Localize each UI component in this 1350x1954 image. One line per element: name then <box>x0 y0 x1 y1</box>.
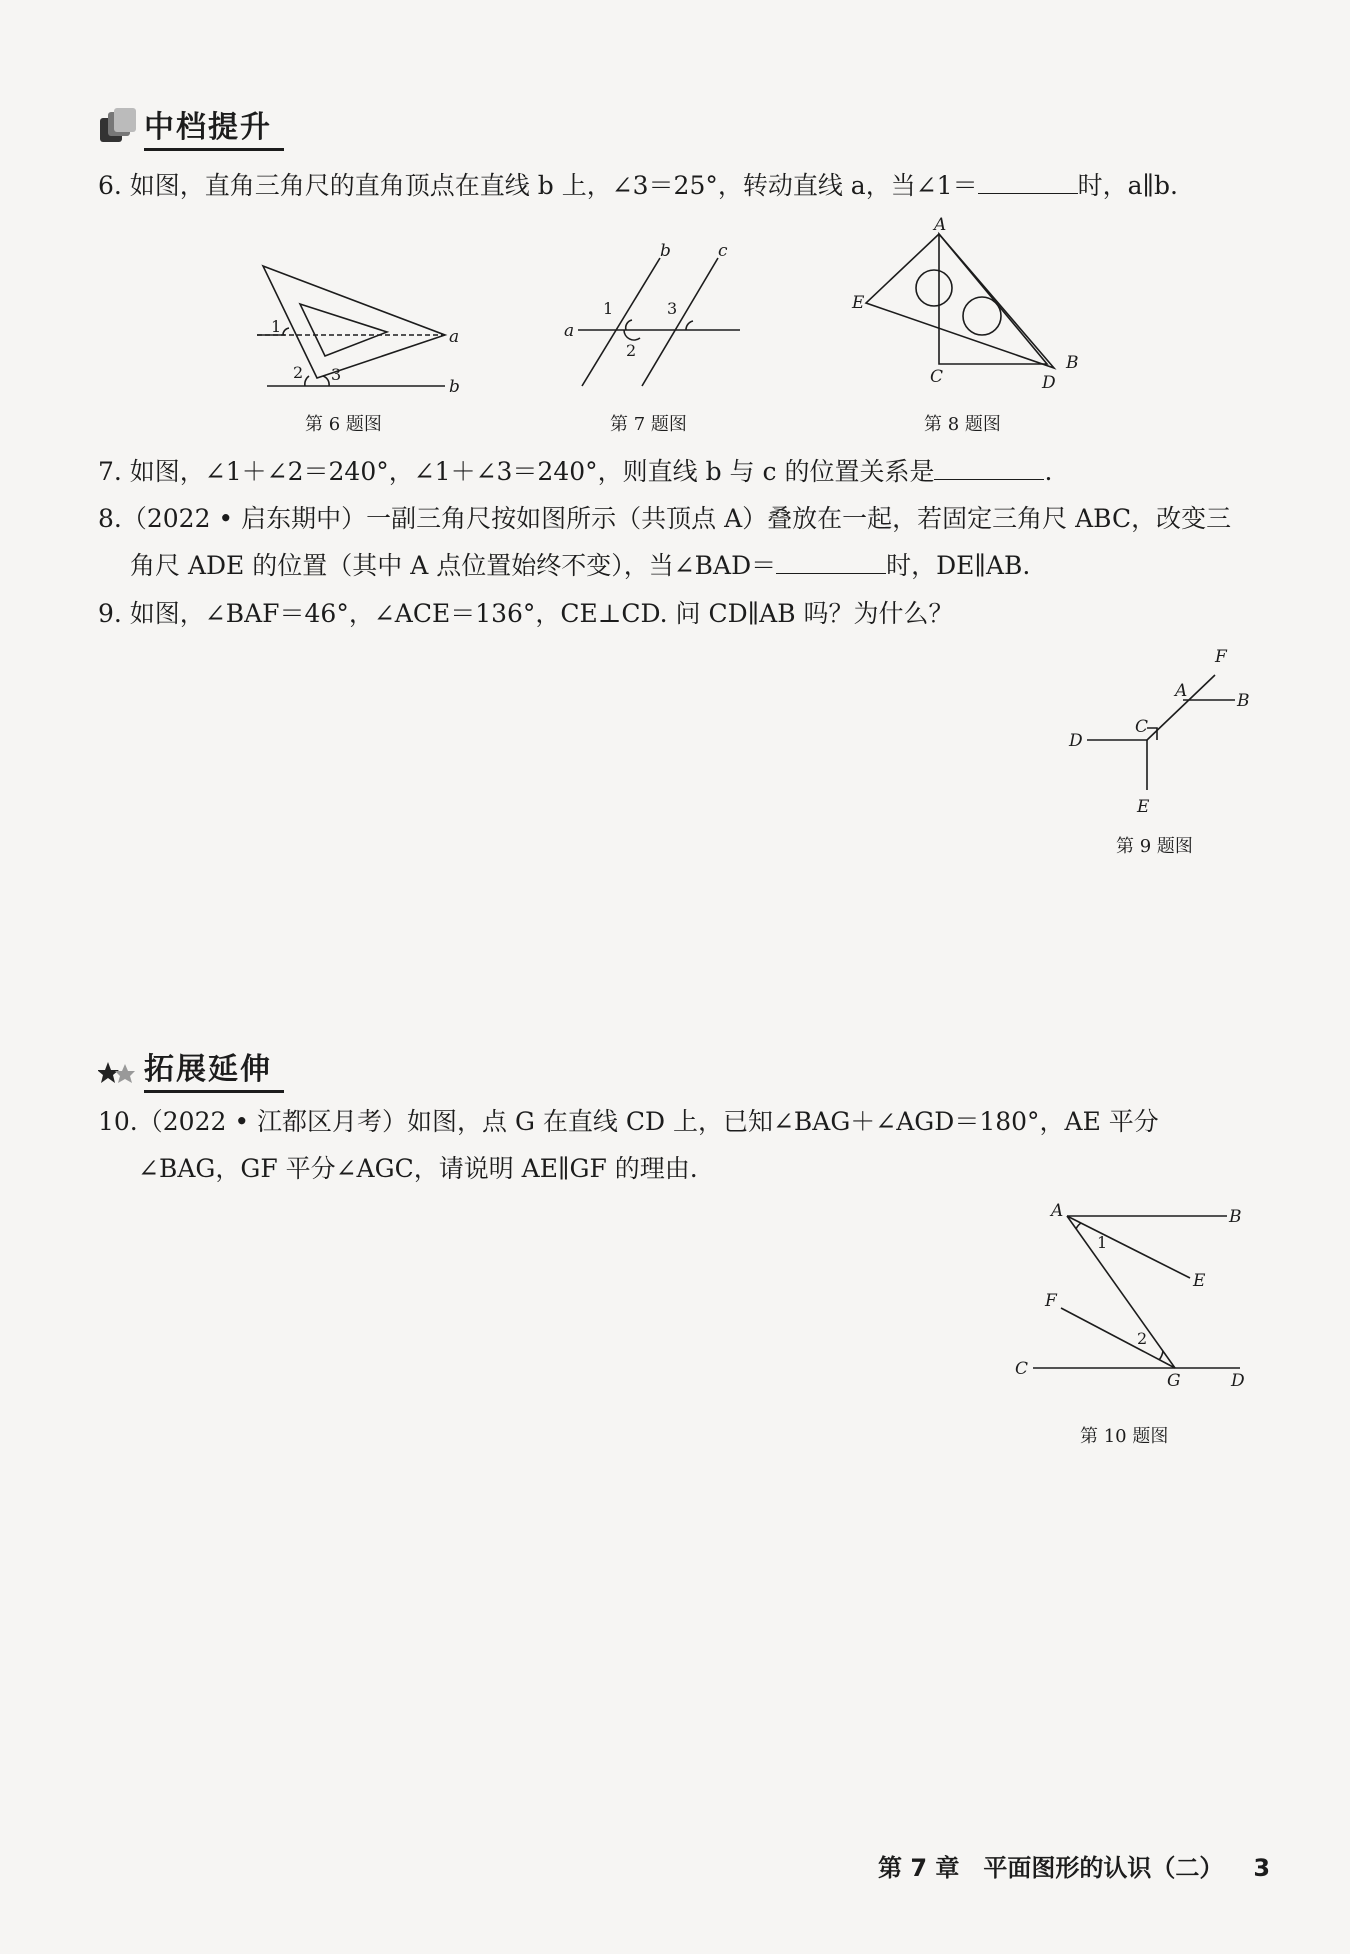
point-b-label: B <box>1066 353 1079 373</box>
line-c-label: c <box>718 241 728 261</box>
answer-blank[interactable] <box>934 457 1044 480</box>
section-title: 拓展延伸 <box>144 1044 284 1093</box>
page-number: 3 <box>1253 1854 1271 1882</box>
segment-ag <box>1067 1216 1175 1368</box>
figure-6 <box>255 250 465 400</box>
line-b-label: b <box>660 241 671 261</box>
line-b <box>582 258 660 386</box>
question-text-tail: . <box>1044 457 1053 486</box>
angle-3-label: 3 <box>667 299 678 318</box>
star-badge-icon <box>98 1048 138 1088</box>
ray-ae <box>1067 1216 1190 1278</box>
page-footer <box>878 1848 1294 1883</box>
question-text-tail: 时，a∥b. <box>1077 171 1178 200</box>
angle-1-label: 1 <box>1097 1233 1108 1252</box>
angle-2-label: 2 <box>293 363 304 382</box>
ray-gf <box>1061 1308 1175 1368</box>
footer-chapter: 第 7 章 <box>878 1854 960 1882</box>
line-a-label: a <box>564 321 575 341</box>
question-10 <box>98 1098 1258 1192</box>
point-a-label: A <box>1175 681 1188 701</box>
question-9 <box>98 590 1258 637</box>
question-text: 9. 如图，∠BAF＝46°，∠ACE＝136°，CE⊥CD. 问 CD∥AB 吗？为什么？ <box>98 599 954 628</box>
point-d-label: D <box>1231 1371 1245 1391</box>
triangle-ade <box>866 234 1054 368</box>
point-a-label: A <box>934 216 947 235</box>
question-6 <box>98 162 1258 209</box>
point-c-label: C <box>1015 1359 1029 1379</box>
question-text-line2: 角尺 ADE 的位置（其中 A 点位置始终不变），当∠BAD＝ <box>130 551 777 580</box>
footer-title: 平面图形的认识（二） <box>983 1854 1224 1882</box>
angle-1-label: 1 <box>603 299 614 318</box>
figure-10-caption: 第 10 题图 <box>1080 1426 1169 1447</box>
section-badge-icon <box>98 106 138 146</box>
point-b-label: B <box>1237 691 1250 711</box>
triangle-ruler-inner <box>300 304 387 356</box>
figure-10 <box>1015 1196 1265 1396</box>
figure-7 <box>560 240 760 390</box>
point-f-label: F <box>1045 1291 1057 1311</box>
point-g-label: G <box>1167 1371 1181 1391</box>
figure-8 <box>842 216 1082 396</box>
answer-blank[interactable] <box>776 551 886 574</box>
question-text-line1: 10.（2022 • 江都区月考）如图，点 G 在直线 CD 上，已知∠BAG＋∠AGD＝180°，AE 平分 <box>98 1107 1159 1136</box>
section-header-ext <box>98 1046 284 1090</box>
figure-9-caption: 第 9 题图 <box>1116 836 1193 857</box>
question-8 <box>98 495 1258 589</box>
point-c-label: C <box>1135 717 1149 737</box>
point-d-label: D <box>1042 373 1056 393</box>
figure-8-caption: 第 8 题图 <box>924 414 1001 435</box>
figure-7-caption: 第 7 题图 <box>610 414 687 435</box>
question-text-line2: ∠BAG，GF 平分∠AGC，请说明 AE∥GF 的理由. <box>138 1154 698 1183</box>
line-b-label: b <box>449 377 460 397</box>
line-a-label: a <box>449 327 460 347</box>
point-b-label: B <box>1229 1207 1242 1227</box>
angle-2-label: 2 <box>1137 1329 1148 1348</box>
line-c <box>642 258 718 386</box>
point-e-label: E <box>852 293 865 313</box>
answer-blank[interactable] <box>978 171 1078 194</box>
point-f-label: F <box>1215 647 1227 667</box>
question-text: 7. 如图，∠1＋∠2＝240°，∠1＋∠3＝240°，则直线 b 与 c 的位置关系是 <box>98 457 935 486</box>
figure-6-caption: 第 6 题图 <box>305 414 382 435</box>
question-text-tail: 时，DE∥AB. <box>886 551 1031 580</box>
point-e-label: E <box>1193 1271 1206 1291</box>
section-header-mid <box>98 104 284 148</box>
question-text: 6. 如图，直角三角尺的直角顶点在直线 b 上，∠3＝25°，转动直线 a，当∠1＝ <box>98 171 978 200</box>
section-title: 中档提升 <box>144 102 284 151</box>
angle-3-label: 3 <box>331 365 342 384</box>
point-c-label: C <box>930 367 944 387</box>
figure-9 <box>1065 640 1265 820</box>
angle-2-label: 2 <box>626 341 637 360</box>
point-e-label: E <box>1137 797 1150 817</box>
point-d-label: D <box>1069 731 1083 751</box>
point-a-label: A <box>1051 1201 1064 1221</box>
question-text-line1: 8.（2022 • 启东期中）一副三角尺按如图所示（共顶点 A）叠放在一起，若固定三角尺 ABC，改变三 <box>98 504 1232 533</box>
question-7 <box>98 448 1258 495</box>
angle-1-label: 1 <box>271 317 282 336</box>
